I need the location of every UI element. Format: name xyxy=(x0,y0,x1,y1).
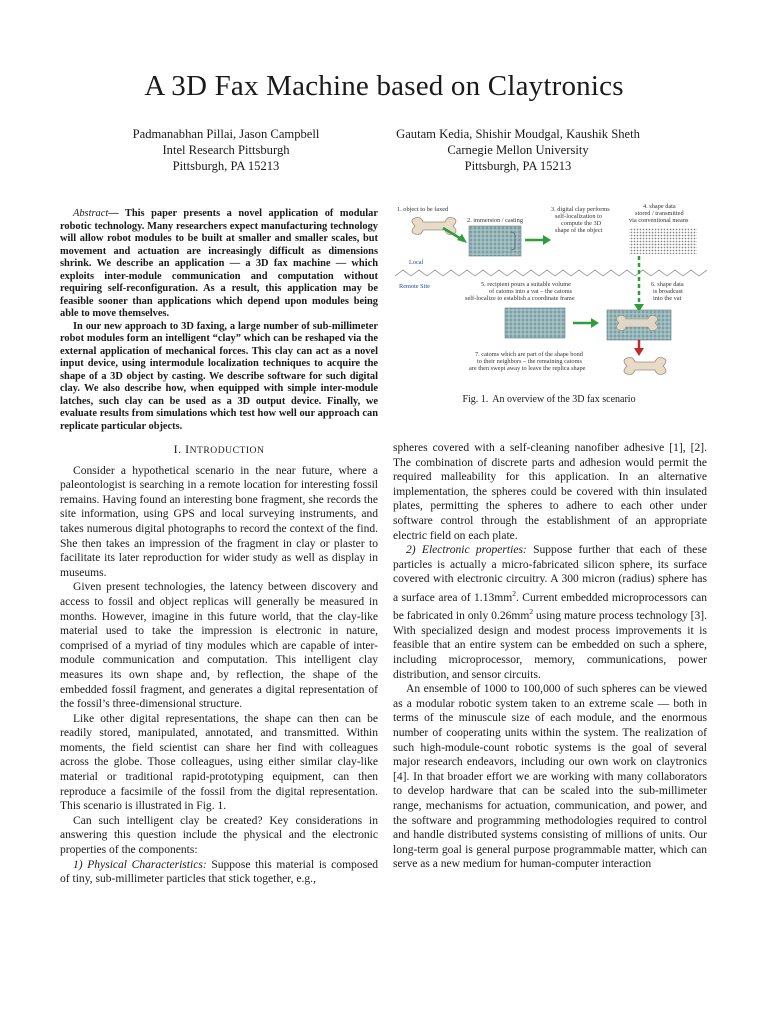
left-column xyxy=(60,208,378,887)
subsection-label: 1) Physical Characteristics: xyxy=(73,858,207,871)
fig-label-step1: 1. object to be faxed xyxy=(397,206,449,213)
figure-caption xyxy=(393,394,709,405)
fig-label-step4-line3: via conventional means xyxy=(629,217,689,224)
author-block-right xyxy=(373,126,663,174)
fig-label-step7-line2: to their neighbors – the remaining catoms xyxy=(477,358,582,365)
intro-paragraph-3: Like other digital representations, the shape can then can be readily stored, manipulated, annotated, and transmitted. Within moments, the field scientist can share her find with colleagues across the globe. Those colleagues, using either similar clay-like material or traditional rapid-prototyping equipment, can then reproduce a facsimile of the fossil from the digital representation. This scenario is illustrated in Fig. 1. xyxy=(60,712,378,813)
arrow-step2-to-3 xyxy=(525,235,551,245)
fig-label-step2: 2. immersion / casting xyxy=(467,217,523,224)
abstract-paragraph-1 xyxy=(60,208,378,321)
author-address: Pittsburgh, PA 15213 xyxy=(172,159,280,173)
abstract-lead: Abstract xyxy=(73,208,109,219)
paragraph-text: using mature process technology [3]. With specialized design and modest process improvements it is feasible that an entire system can be embedded on such a sphere, including microprocessor, memory, communications, power distribution, and sensor circuits. xyxy=(393,610,707,681)
abstract-paragraph-2: In our new approach to 3D faxing, a large number of sub-millimeter robot modules form an intelligent “clay” which can be reshaped via the external application of mechanical forces. This clay can act as a novel input device, using intermodule localization techniques to acquire the shape of a 3D object by casting. We describe software for such digital clay. We also describe how, when equipped with simple inter-module latches, such clay can be used as a 3D output device. Finally, we evaluate results from simulations which test how well our approach can replicate particular objects. xyxy=(60,320,378,432)
author-affiliation: Carnegie Mellon University xyxy=(447,143,589,157)
author-affiliation: Intel Research Pittsburgh xyxy=(162,143,290,157)
author-block-left xyxy=(81,126,371,174)
right-paragraph-3: An ensemble of 1000 to 100,000 of such spheres can be viewed as a modular robotic system taken to an extreme scale — both in terms of the minuscule size of each module, and the enormous number of cooperating units within the system. The realization of such high-module-count robotic systems is the goal of several major research endeavors, including our own work on claytronics [4]. In that broader effort we are working with many collaborators to develop hardware that can be scaled into the sub-millimeter range, mechanisms for actuation, communication, and power, and the software and programming methodologies required to control and handle distributed systems consisting of millions of units. Our long-term goal is general purpose programmable matter, which can serve as a new medium for human-computer interaction xyxy=(393,683,707,871)
figure-3d-fax-scenario xyxy=(393,198,709,388)
fig-label-step3-line4: shape of the object xyxy=(555,227,603,234)
fig-label-remote: Remote Site xyxy=(399,283,430,290)
arrow-step5-to-6 xyxy=(573,318,599,328)
fig-label-step3-line3: compute the 3D xyxy=(561,220,602,227)
abstract xyxy=(60,208,378,433)
arrow-sweep-down xyxy=(634,340,644,356)
right-paragraph-2 xyxy=(393,543,707,682)
fig-label-step5-line2: of catoms into a vat – the catoms xyxy=(489,288,573,295)
fig-label-step7-line3: are then swept away to leave the replica shape xyxy=(469,365,586,372)
paragraph-text: Suppose this material is composed of tiny, sub-millimeter particles that stick together, e.g., xyxy=(60,858,378,886)
author-names: Gautam Kedia, Shishir Moudgal, Kaushik Sheth xyxy=(396,127,640,141)
section-title-rest: NTRODUCTION xyxy=(189,445,265,456)
fig-label-step3-line1: 3. digital clay performs xyxy=(551,206,610,213)
fig-label-step6-line2: is broadcast xyxy=(653,288,683,295)
right-column xyxy=(393,441,707,872)
site-divider xyxy=(395,270,707,276)
superscript: 2 xyxy=(512,588,516,598)
figure-graphic xyxy=(393,198,709,388)
right-paragraph-1: spheres covered with a self-cleaning nanofiber adhesive [1], [2]. The combination of discrete parts and adhesion would permit the required malleability for this application. In an alternative implementation, the spheres could be covered with thin insulated plates, permitting the spheres to adhere to each other under software control through the establishment of an appropriate electric field on each plate. xyxy=(393,442,707,542)
paragraph-text: . Current embedded microprocessors can be fabricated in only 0.26mm xyxy=(393,591,707,623)
remote-vat xyxy=(505,308,565,338)
author-names: Padmanabhan Pillai, Jason Campbell xyxy=(132,127,320,141)
paper-title: A 3D Fax Machine based on Claytronics xyxy=(144,70,624,102)
section-heading-introduction xyxy=(60,442,378,459)
arrow-transmit-down xyxy=(634,256,644,312)
intro-paragraph-1: Consider a hypothetical scenario in the near future, where a paleontologist is searching in a remote location for interesting fossil remains. Having found an interesting bone fragment, she records the site information, using GPS and local surveying instruments, and takes numerous digital photographs to record the context of the find. She then takes an impression of the fragment in clay or plaster to facilitate its later reproduction for wider study as well as display in museums. xyxy=(60,464,378,579)
fig-label-step6-line1: 6. shape data xyxy=(651,281,684,288)
paragraph-text: Suppose further that each of these particles is actually a micro-fabricated silicon sphere, its surface covered with electronic circuitry. A 300 micron (radius) sphere has a surface area of 1.13mm xyxy=(393,544,707,604)
fig-label-step5-line1: 5. recipient pours a suitable volume xyxy=(481,281,571,288)
superscript: 2 xyxy=(529,607,534,617)
fig-label-step4-line2: stored / transmitted xyxy=(635,210,684,217)
section-title-cap: I xyxy=(185,442,190,456)
section-number: I. xyxy=(173,442,182,456)
intro-paragraph-2: Given present technologies, the latency between discovery and access to fossil and object replicas will generally be measured in months. However, imagine in this future world, that the clay-like material used to take the impression is electronic in nature, comprised of a myriad of tiny modules which are capable of inter-module communication and computation. This intelligent clay measures its own shape and, by reflection, the shape of the embedded fossil fragment, and generates a digital representation of the fossil’s three-dimensional structure. xyxy=(60,581,378,711)
shape-data-grid xyxy=(629,228,697,254)
fig-label-step3-line2: self-localization to xyxy=(555,213,603,220)
fig-label-step4-line1: 4. shape data xyxy=(643,203,676,210)
fig-label-step7-line1: 7. catoms which are part of the shape bond xyxy=(475,351,583,358)
clay-vat xyxy=(469,226,521,256)
fig-label-local: Local xyxy=(409,259,424,266)
intro-paragraph-4: Can such intelligent clay be created? Key considerations in answering this question include the physical and the electronic properties of the components: xyxy=(60,814,378,857)
replica-bone-icon xyxy=(624,358,666,375)
author-address: Pittsburgh, PA 15213 xyxy=(464,159,572,173)
fig-label-step6-line3: into the vat xyxy=(653,295,682,302)
figure-number: Fig. 1. xyxy=(462,394,489,405)
subsection-label: 2) Electronic properties: xyxy=(406,544,527,557)
abstract-text: — This paper presents a novel application of modular robotic technology. Many researchers expect manufacturing technology will allow robot modules to be built at smaller and smaller scales, but movement and actuation are increasingly difficult as dimensions shrink. We describe an application — a 3D fax machine — which exploits inter-module communication and computation without requiring self-reconfiguration. As a result, this application may be feasible sooner than applications which depend upon modules being able to move themselves. xyxy=(60,208,378,319)
fig-label-step5-line3: self-localize to establish a coordinate frame xyxy=(465,295,575,302)
intro-paragraph-5 xyxy=(60,858,378,887)
figure-caption-text: An overview of the 3D fax scenario xyxy=(492,394,636,405)
